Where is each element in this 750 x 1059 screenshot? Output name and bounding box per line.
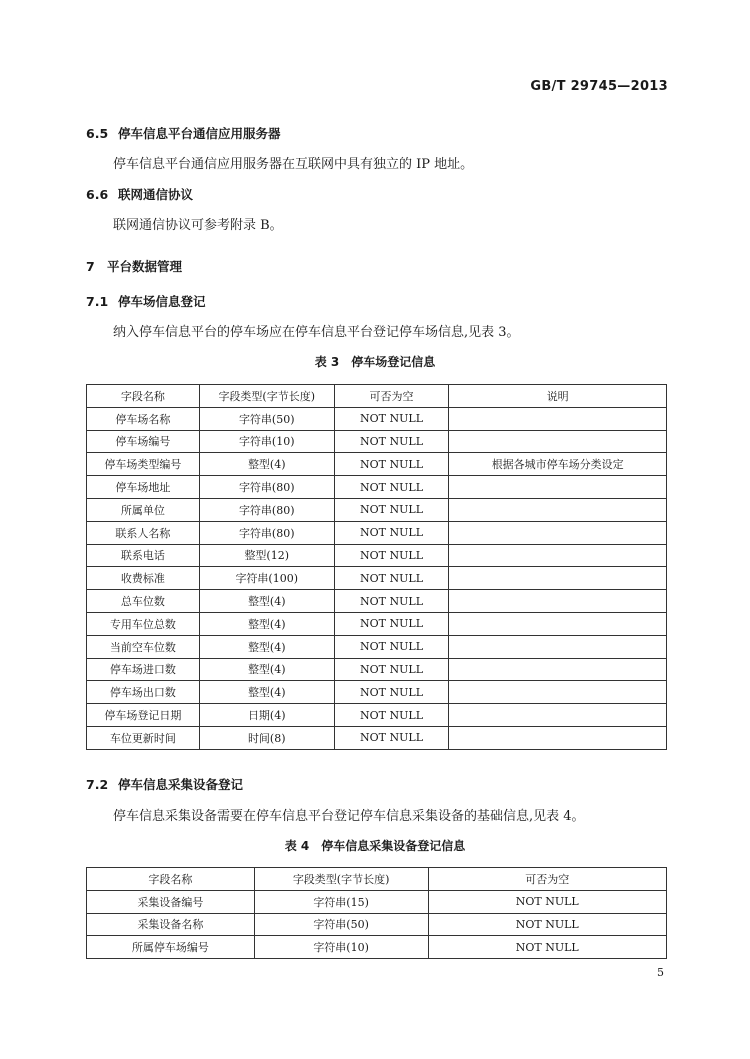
- table-header-cell: 字段名称: [87, 385, 200, 408]
- table-row: [87, 567, 667, 590]
- table-cell: 停车场登记日期: [87, 704, 200, 727]
- table-cell: NOT NULL: [334, 498, 449, 521]
- section-6-6-heading: 6.6 联网通信协议: [86, 187, 194, 202]
- table-cell: 停车场类型编号: [87, 453, 200, 476]
- table-cell: [449, 612, 667, 635]
- table-cell: 采集设备名称: [87, 913, 255, 936]
- section-6-5-body: 停车信息平台通信应用服务器在互联网中具有独立的 IP 地址。: [113, 157, 474, 172]
- table-cell: NOT NULL: [334, 544, 449, 567]
- table-cell: 停车场出口数: [87, 681, 200, 704]
- table-cell: 整型(4): [199, 453, 334, 476]
- table-cell: NOT NULL: [334, 726, 449, 749]
- table-cell: 日期(4): [199, 704, 334, 727]
- page-number: 5: [657, 966, 664, 979]
- table-cell: NOT NULL: [334, 430, 449, 453]
- table-header-row: [87, 385, 667, 408]
- section-6-5-heading: 6.5 停车信息平台通信应用服务器: [86, 126, 281, 141]
- table-cell: [449, 635, 667, 658]
- table-cell: NOT NULL: [334, 612, 449, 635]
- table-cell: [449, 681, 667, 704]
- table-row: [87, 590, 667, 613]
- table-cell: 所属停车场编号: [87, 936, 255, 959]
- table-row: [87, 658, 667, 681]
- table-row: [87, 913, 667, 936]
- table-cell: 当前空车位数: [87, 635, 200, 658]
- table-row: [87, 612, 667, 635]
- table-cell: [449, 726, 667, 749]
- table-cell: 停车场名称: [87, 407, 200, 430]
- table-cell: 停车场地址: [87, 476, 200, 499]
- table-3: [86, 384, 667, 750]
- table-cell: NOT NULL: [334, 567, 449, 590]
- table-cell: 专用车位总数: [87, 612, 200, 635]
- table-cell: 字符串(50): [199, 407, 334, 430]
- table-row: [87, 936, 667, 959]
- table-cell: NOT NULL: [334, 521, 449, 544]
- table-cell: [449, 567, 667, 590]
- section-7-2-heading: 7.2 停车信息采集设备登记: [86, 777, 244, 792]
- table-header-row: [87, 868, 667, 891]
- table-cell: NOT NULL: [334, 658, 449, 681]
- table-cell: 整型(4): [199, 658, 334, 681]
- table-cell: 采集设备编号: [87, 890, 255, 913]
- table-cell: NOT NULL: [334, 635, 449, 658]
- table-cell: [449, 521, 667, 544]
- table-cell: NOT NULL: [334, 476, 449, 499]
- table-row: [87, 726, 667, 749]
- table-cell: 字符串(15): [254, 890, 428, 913]
- table-cell: 车位更新时间: [87, 726, 200, 749]
- table-header-cell: 说明: [449, 385, 667, 408]
- table-header-cell: 可否为空: [428, 868, 667, 891]
- table-cell: 停车场编号: [87, 430, 200, 453]
- table-cell: [449, 704, 667, 727]
- table-row: [87, 521, 667, 544]
- table-cell: 整型(12): [199, 544, 334, 567]
- table-cell: [449, 590, 667, 613]
- table-cell: 整型(4): [199, 612, 334, 635]
- section-6-6-body: 联网通信协议可参考附录 B。: [113, 218, 283, 233]
- table-cell: 整型(4): [199, 681, 334, 704]
- table-cell: NOT NULL: [334, 704, 449, 727]
- table-header-cell: 字段类型(字节长度): [199, 385, 334, 408]
- table-cell: [449, 407, 667, 430]
- table-3-caption: 表 3 停车场登记信息: [314, 355, 436, 369]
- section-7-heading: 7 平台数据管理: [86, 259, 183, 274]
- table-header-cell: 可否为空: [334, 385, 449, 408]
- table-cell: 收费标准: [87, 567, 200, 590]
- table-cell: NOT NULL: [334, 681, 449, 704]
- table-cell: 字符串(50): [254, 913, 428, 936]
- table-cell: 字符串(10): [199, 430, 334, 453]
- table-cell: 停车场进口数: [87, 658, 200, 681]
- section-7-1-heading: 7.1 停车场信息登记: [86, 294, 206, 309]
- table-4-caption: 表 4 停车信息采集设备登记信息: [284, 839, 466, 853]
- table-cell: 时间(8): [199, 726, 334, 749]
- table-header-cell: 字段名称: [87, 868, 255, 891]
- table-cell: 字符串(80): [199, 498, 334, 521]
- table-cell: NOT NULL: [334, 453, 449, 476]
- table-cell: 字符串(80): [199, 476, 334, 499]
- table-row: [87, 430, 667, 453]
- table-cell: NOT NULL: [334, 407, 449, 430]
- table-row: [87, 498, 667, 521]
- table-cell: 整型(4): [199, 590, 334, 613]
- section-7-1-body: 纳入停车信息平台的停车场应在停车信息平台登记停车场信息,见表 3。: [113, 325, 520, 340]
- standard-number: GB/T 29745—2013: [530, 79, 668, 94]
- table-cell: 字符串(100): [199, 567, 334, 590]
- table-cell: 联系电话: [87, 544, 200, 567]
- section-7-2-body: 停车信息采集设备需要在停车信息平台登记停车信息采集设备的基础信息,见表 4。: [113, 809, 585, 824]
- table-row: [87, 544, 667, 567]
- table-cell: 总车位数: [87, 590, 200, 613]
- table-cell: 根据各城市停车场分类设定: [449, 453, 667, 476]
- table-cell: NOT NULL: [428, 936, 667, 959]
- table-row: [87, 635, 667, 658]
- table-cell: [449, 658, 667, 681]
- table-cell: 整型(4): [199, 635, 334, 658]
- table-cell: [449, 476, 667, 499]
- table-cell: NOT NULL: [334, 590, 449, 613]
- table-cell: 字符串(10): [254, 936, 428, 959]
- table-cell: 所属单位: [87, 498, 200, 521]
- table-cell: [449, 498, 667, 521]
- table-cell: NOT NULL: [428, 913, 667, 936]
- table-cell: NOT NULL: [428, 890, 667, 913]
- table-row: [87, 453, 667, 476]
- table-row: [87, 407, 667, 430]
- table-row: [87, 681, 667, 704]
- table-4: [86, 867, 667, 959]
- table-cell: [449, 430, 667, 453]
- table-header-cell: 字段类型(字节长度): [254, 868, 428, 891]
- table-row: [87, 890, 667, 913]
- table-row: [87, 476, 667, 499]
- table-cell: 联系人名称: [87, 521, 200, 544]
- table-cell: [449, 544, 667, 567]
- table-cell: 字符串(80): [199, 521, 334, 544]
- table-row: [87, 704, 667, 727]
